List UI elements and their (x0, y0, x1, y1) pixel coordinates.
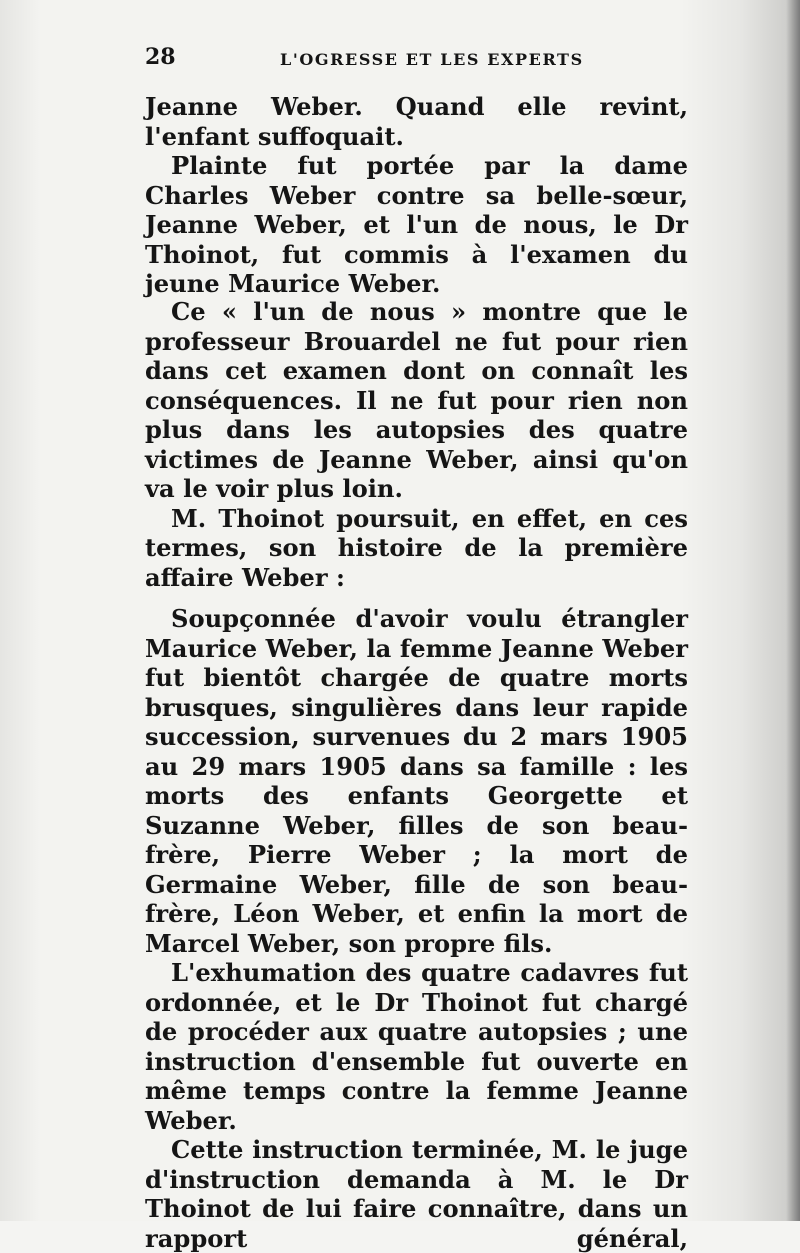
paragraph: Soupçonnée d'avoir voulu étrangler Maurice Weber, la femme Jeanne Weber fut bientôt chargée de quatre morts brusques, singulières dans leur rapide succession, survenues du 2 mars 1905 au 29 mars 1905 dans sa famille : les morts des enfants Georgette et Suzanne Weber, filles de son beau-frère, Pierre Weber ; la mort de Germaine Weber, fille de son beau-frère, Léon Weber, et enfin la mort de Marcel Weber, son propre fils. (145, 604, 688, 958)
page-number: 28 (145, 44, 176, 70)
quoted-text-block (145, 604, 688, 1253)
paragraph: Jeanne Weber. Quand elle revint, l'enfant suffoquait. (145, 92, 688, 151)
page-edge-shadow (786, 0, 800, 1221)
page-header (145, 44, 690, 78)
paragraph: Plainte fut portée par la dame Charles Weber contre sa belle-sœur, Jeanne Weber, et l'un de nous, le Dr Thoinot, fut commis à l'examen du jeune Maurice Weber. (145, 151, 688, 298)
text-block-1 (145, 92, 688, 299)
paragraph: M. Thoinot poursuit, en effet, en ces termes, son histoire de la première affaire Weber : (145, 503, 688, 592)
paragraph: L'exhumation des quatre cadavres fut ordonnée, et le Dr Thoinot fut chargé de procéder aux quatre autopsies ; une instruction d'ensemble fut ouverte en même temps contre la femme Jeanne Weber. (145, 958, 688, 1135)
running-title: L'OGRESSE ET LES EXPERTS (280, 50, 584, 69)
text-block-2 (145, 297, 688, 592)
paragraph: Ce « l'un de nous » montre que le professeur Brouardel ne fut pour rien dans cet examen dont on connaît les conséquences. Il ne fut pour rien non plus dans les autopsies des quatre victimes de Jeanne Weber, ainsi qu'on va le voir plus loin. (145, 297, 688, 503)
paragraph: Cette instruction terminée, M. le juge d'instruction demanda à M. le Dr Thoinot de lui faire connaître, dans un rapport général, (145, 1135, 688, 1253)
